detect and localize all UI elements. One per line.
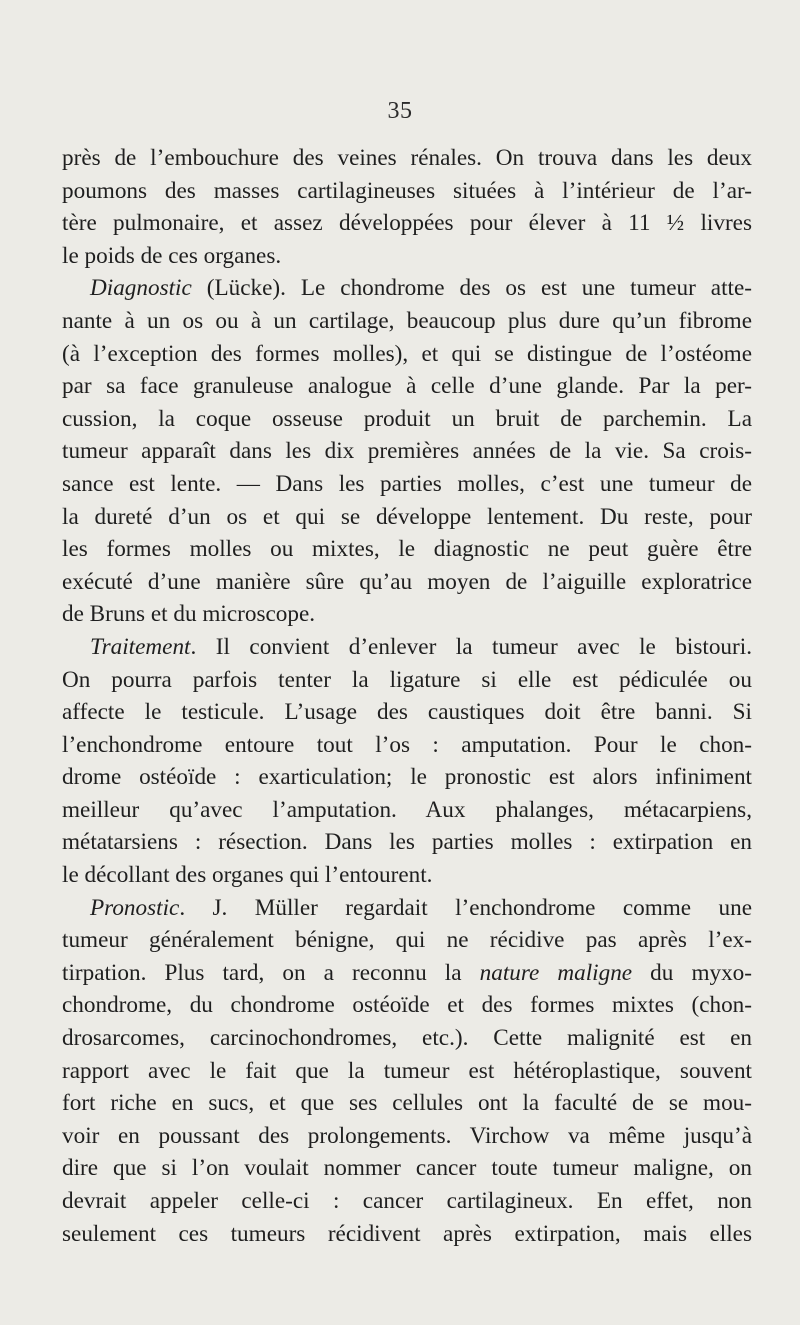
text-run: tirpation. Plus tard, on a reconnu la bbox=[62, 959, 480, 986]
text-line: drome ostéoïde : exarticulation; le pronostic est alors infiniment bbox=[62, 764, 752, 791]
text-line: tumeur apparaît dans les dix premières années de la vie. Sa crois- bbox=[62, 438, 752, 465]
text-line: le poids de ces organes. bbox=[62, 242, 282, 269]
page-number: 35 bbox=[387, 98, 413, 124]
text-line: affecte le testicule. L’usage des caustiques doit être banni. Si bbox=[62, 699, 752, 726]
text-line: les formes molles ou mixtes, le diagnostic ne peut guère être bbox=[62, 536, 752, 563]
text-line: On pourra parfois tenter la ligature si elle est pédiculée ou bbox=[62, 666, 752, 693]
text-line: voir en poussant des prolongements. Virchow va même jusqu’à bbox=[62, 1122, 752, 1149]
text-line: cussion, la coque osseuse produit un bruit de parchemin. La bbox=[62, 405, 752, 432]
text-line: sance est lente. — Dans les parties molles, c’est une tumeur de bbox=[62, 470, 752, 497]
text-line: chondrome, du chondrome ostéoïde et des formes mixtes (chon- bbox=[62, 992, 752, 1019]
traitement-heading: Traitement bbox=[90, 633, 191, 660]
text-line: devrait appeler celle-ci : cancer cartilagineux. En effet, non bbox=[62, 1188, 752, 1214]
text-line: seulement ces tumeurs récidivent après extirpation, mais elles bbox=[62, 1220, 752, 1247]
text-line: tère pulmonaire, et assez développées pour élever à 11 ½ livres bbox=[62, 210, 752, 237]
text-line: tumeur généralement bénigne, qui ne récidive pas après l’ex- bbox=[62, 927, 752, 954]
pronostic-heading: Pronostic bbox=[90, 894, 180, 921]
traitement-paragraph-start bbox=[62, 631, 752, 664]
diagnostic-paragraph-start bbox=[62, 272, 752, 305]
text-line: dire que si l’on voulait nommer cancer toute tumeur maligne, on bbox=[62, 1155, 752, 1182]
text-line: l’enchondrome entoure tout l’os : amputation. Pour le chon- bbox=[62, 731, 752, 758]
text-line: métatarsiens : résection. Dans les parties molles : extirpation en bbox=[62, 829, 752, 856]
text-line: près de l’embouchure des veines rénales. On trouva dans les deux bbox=[62, 145, 752, 171]
text-line: par sa face granuleuse analogue à celle d’une glande. Par la per- bbox=[62, 373, 752, 400]
text-line: exécuté d’une manière sûre qu’au moyen de l’aiguille exploratrice bbox=[62, 568, 752, 595]
text-line: rapport avec le fait que la tumeur est hétéroplastique, souvent bbox=[62, 1057, 752, 1084]
text-line-with-emphasis bbox=[62, 957, 752, 990]
text-line: drosarcomes, carcinochondromes, etc.). Cette malignité est en bbox=[62, 1025, 752, 1052]
text-line: poumons des masses cartilagineuses situées à l’intérieur de l’ar- bbox=[62, 177, 752, 204]
text-line: meilleur qu’avec l’amputation. Aux phalanges, métacarpiens, bbox=[62, 796, 752, 823]
text-run: du myxo- bbox=[632, 959, 752, 986]
text-line: de Bruns et du microscope. bbox=[62, 601, 316, 628]
text-line: (à l’exception des formes molles), et qui se distingue de l’ostéome bbox=[62, 340, 752, 367]
emphasis-nature-maligne: nature maligne bbox=[479, 959, 633, 986]
text-line: le décollant des organes qui l’entourent. bbox=[62, 862, 433, 889]
diagnostic-heading: Diagnostic bbox=[90, 275, 192, 302]
text-run: (Lücke). Le chondrome des os est une tumeur atte- bbox=[191, 275, 752, 302]
body-text bbox=[62, 142, 752, 1250]
text-line: la dureté d’un os et qui se développe lentement. Du reste, pour bbox=[62, 503, 752, 530]
pronostic-paragraph-start bbox=[62, 892, 752, 925]
text-line: nante à un os ou à un cartilage, beaucoup plus dure qu’un fibrome bbox=[62, 307, 752, 334]
text-run: . Il convient d’enlever la tumeur avec le bistouri. bbox=[190, 633, 752, 660]
text-line: fort riche en sucs, et que ses cellules ont la faculté de se mou- bbox=[62, 1090, 752, 1117]
text-run: . J. Müller regardait l’enchondrome comme une bbox=[179, 894, 752, 921]
